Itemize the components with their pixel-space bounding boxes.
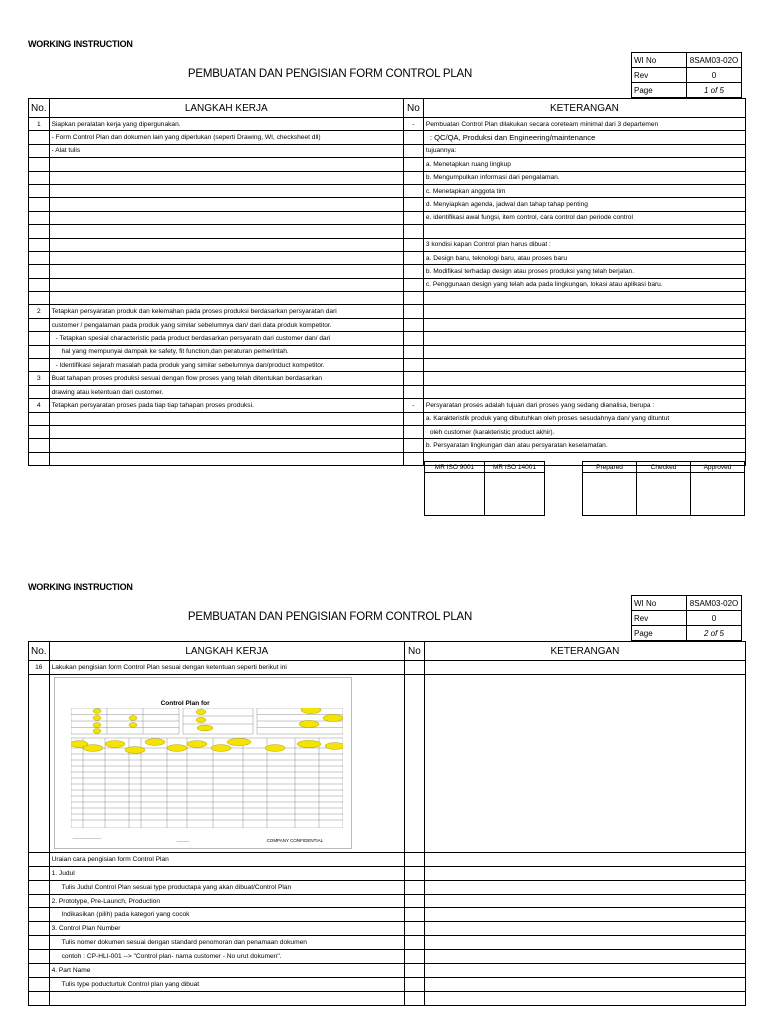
note-text	[424, 964, 745, 978]
table-row	[29, 292, 746, 305]
step-number	[29, 852, 50, 866]
meta-value: 1 of 5	[687, 83, 742, 98]
header-keterangan: KETERANGAN	[423, 99, 745, 118]
note-number	[404, 852, 424, 866]
step-number	[29, 211, 50, 224]
table-row	[29, 385, 746, 398]
note-number	[403, 359, 423, 372]
step-number	[29, 238, 50, 251]
step-number	[29, 674, 50, 852]
step-number	[29, 265, 50, 278]
table-row	[29, 305, 746, 318]
note-number	[403, 144, 423, 157]
step-number	[29, 318, 50, 331]
meta-key: Page	[632, 626, 687, 641]
note-text: d. Menyiapkan agenda, jadwal dan tahap tahap penting	[423, 198, 745, 211]
table-row	[29, 144, 746, 157]
step-number	[29, 866, 50, 880]
document-title: PEMBUATAN DAN PENGISIAN FORM CONTROL PLAN	[187, 68, 473, 80]
step-text: Tulis Judul Control Plan sesuai type productapa yang akan dibuat/Control Plan	[49, 880, 404, 894]
step-text: Tetapkan persyaratan proses pada tiap tiap tahapan proses produksi.	[49, 399, 403, 412]
note-text: Pembuatan Control Plan dilakukan secara coreteam minimal dari 3 departemen	[423, 118, 745, 131]
note-text: 3 kondisi kapan Control plan harus dibuat :	[423, 238, 745, 251]
note-text	[423, 359, 745, 372]
control-plan-form-sketch	[71, 708, 343, 828]
table-row	[29, 318, 746, 331]
note-text: b. Modifikasi terhadap design atau proses produksi yang telah berjalan.	[423, 265, 745, 278]
step-number	[29, 950, 50, 964]
note-text	[423, 345, 745, 358]
table-row	[29, 225, 746, 238]
note-text	[423, 318, 745, 331]
table-row	[29, 977, 746, 991]
step-text: Buat tahapan proses produksi sesuai dengan flow proses yang telah ditentukan berdasarkan	[49, 372, 403, 385]
iso-approval-table	[424, 461, 545, 516]
step-text: - Alat tulis	[49, 144, 403, 157]
step-number	[29, 880, 50, 894]
note-number	[404, 936, 424, 950]
header-no-2: No	[403, 99, 423, 118]
step-text: 4. Part Name	[49, 964, 404, 978]
table-row	[29, 158, 746, 171]
note-number	[403, 198, 423, 211]
note-number	[404, 950, 424, 964]
note-text: b. Mengumpulkan informasi dari pengalaman.	[423, 171, 745, 184]
step-text: Siapkan peralatan kerja yang dipergunakan.	[49, 118, 403, 131]
step-text: hal yang mempunyai dampak ke safety, fit function,dan peraturan pemerintah.	[49, 345, 403, 358]
note-text	[424, 852, 745, 866]
step-text	[49, 278, 403, 291]
note-text	[423, 372, 745, 385]
signature-table	[582, 461, 745, 516]
control-plan-form-thumbnail	[54, 677, 352, 849]
thumbnail-row	[29, 674, 746, 852]
note-text	[423, 332, 745, 345]
table-row	[29, 894, 746, 908]
approved-label: Approved	[691, 462, 745, 473]
step-number	[29, 908, 50, 922]
thumbnail-footnote: —————————	[72, 835, 102, 840]
header-langkah-kerja: LANGKAH KERJA	[49, 99, 403, 118]
note-text: a. Menetapkan ruang lingkup	[423, 158, 745, 171]
step-number	[29, 158, 50, 171]
table-row	[29, 880, 746, 894]
note-number: -	[403, 399, 423, 412]
note-number	[403, 158, 423, 171]
table-row	[29, 439, 746, 452]
note-text	[424, 950, 745, 964]
note-text	[424, 991, 745, 1005]
checked-label: Checked	[637, 462, 691, 473]
instruction-table	[28, 641, 746, 1006]
note-text	[424, 908, 745, 922]
note-text	[424, 674, 745, 852]
meta-key: WI No	[632, 596, 687, 611]
step-number	[29, 278, 50, 291]
control-plan-thumbnail-cell	[49, 674, 404, 852]
note-number	[403, 332, 423, 345]
step-text: - Identifikasi sejarah masalah pada produk yang similar sebelumnya dan/product kompetitor.	[49, 359, 403, 372]
table-row	[29, 359, 746, 372]
checked-box	[637, 473, 691, 516]
meta-value: 0	[687, 611, 742, 626]
note-text: Persyaratan proses adalah tujuan dari proses yang sedang dianalisa, berupa :	[423, 399, 745, 412]
step-text: 2. Prototype, Pre-Launch, Production	[49, 894, 404, 908]
meta-key: Page	[632, 83, 687, 98]
table-row	[29, 198, 746, 211]
note-text	[423, 385, 745, 398]
iso-9001-label: MR ISO 9001	[425, 462, 485, 473]
step-number	[29, 964, 50, 978]
step-number	[29, 991, 50, 1005]
note-number	[403, 131, 423, 144]
note-number	[403, 345, 423, 358]
note-number	[403, 385, 423, 398]
note-text	[424, 922, 745, 936]
table-row	[29, 372, 746, 385]
note-text: b. Persyaratan lingkungan dan atau persyaratan keselamatan.	[423, 439, 745, 452]
table-row	[29, 251, 746, 264]
table-row	[29, 399, 746, 412]
step-text	[49, 265, 403, 278]
step-number	[29, 171, 50, 184]
step-number	[29, 412, 50, 425]
note-number	[404, 922, 424, 936]
step-number	[29, 225, 50, 238]
table-row	[29, 118, 746, 131]
step-text	[49, 211, 403, 224]
step-text: contoh : CP-HLI-001 --> "Control plan- nama customer - No urut dokumen".	[49, 950, 404, 964]
iso-9001-box	[425, 473, 485, 516]
step-text: 3. Control Plan Number	[49, 922, 404, 936]
step-text	[49, 158, 403, 171]
note-number	[403, 439, 423, 452]
note-text	[423, 305, 745, 318]
step-number: 2	[29, 305, 50, 318]
step-text: 1. Judul	[49, 866, 404, 880]
table-row	[29, 171, 746, 184]
approved-box	[691, 473, 745, 516]
working-instruction-label: WORKING INSTRUCTION	[28, 582, 133, 592]
step-text: drawing atau ketentuan dari customer.	[49, 385, 403, 398]
step-number: 3	[29, 372, 50, 385]
step-text	[49, 225, 403, 238]
step-number	[29, 198, 50, 211]
step-number	[29, 977, 50, 991]
note-text: c. Penggunaan design yang telah ada pada lingkungan, lokasi atau aplikasi baru.	[423, 278, 745, 291]
meta-value: 2 of 5	[687, 626, 742, 641]
note-text	[424, 880, 745, 894]
prepared-box	[583, 473, 637, 516]
note-number	[403, 171, 423, 184]
step-number	[29, 359, 50, 372]
step-text	[49, 238, 403, 251]
note-number	[403, 265, 423, 278]
table-row	[29, 265, 746, 278]
note-text: tujuannya:	[423, 144, 745, 157]
note-number	[404, 964, 424, 978]
note-text: a. Karakteristik produk yang dibutuhkan oleh proses sesudahnya dan/ yang dituntut	[423, 412, 745, 425]
thumbnail-form-number: ————	[176, 838, 190, 843]
header-no: No.	[29, 642, 50, 661]
meta-value: 0	[687, 68, 742, 83]
table-row	[29, 238, 746, 251]
step-text: customer / pengalaman pada produk yang similar sebelumnya dan/ dari data produk kompetitor.	[49, 318, 403, 331]
document-title: PEMBUATAN DAN PENGISIAN FORM CONTROL PLAN	[187, 611, 473, 623]
note-text: : QC/QA, Produksi dan Engineering/maintenance	[423, 131, 745, 144]
table-row	[29, 345, 746, 358]
step-number	[29, 385, 50, 398]
note-number	[403, 292, 423, 305]
step-number: 4	[29, 399, 50, 412]
table-row	[29, 131, 746, 144]
step-text	[49, 991, 404, 1005]
note-number	[403, 251, 423, 264]
step-text: Tetapkan persyaratan produk dan kelemahan pada proses produksi berdasarkan persyaratan dari	[49, 305, 403, 318]
step-text: - Form Control Plan dan dokumen lain yang diperlukan (seperti Drawing, WI, checksheet dll)	[49, 131, 403, 144]
note-text	[424, 977, 745, 991]
step-text	[49, 198, 403, 211]
table-row	[29, 184, 746, 197]
working-instruction-label: WORKING INSTRUCTION	[28, 39, 133, 49]
note-text	[424, 936, 745, 950]
note-number	[403, 425, 423, 438]
note-text	[424, 894, 745, 908]
step-number	[29, 936, 50, 950]
step-text	[49, 171, 403, 184]
step-number: 1	[29, 118, 50, 131]
step-number	[29, 922, 50, 936]
note-text	[424, 661, 745, 675]
step-number	[29, 345, 50, 358]
note-number	[403, 452, 423, 465]
instruction-table	[28, 98, 746, 466]
step-text	[49, 292, 403, 305]
meta-key: Rev	[632, 611, 687, 626]
table-row	[29, 661, 746, 675]
step-text: Tulis type poducturtuk Control plan yang dibuat	[49, 977, 404, 991]
table-row	[29, 936, 746, 950]
note-number	[404, 894, 424, 908]
step-text	[49, 452, 403, 465]
note-text: e. identifikasi awal fungsi, item control, cara control dan periode control	[423, 211, 745, 224]
note-text: oleh customer (karakteristic product akhir).	[423, 425, 745, 438]
step-text	[49, 425, 403, 438]
step-number: 16	[29, 661, 50, 675]
header-no: No.	[29, 99, 50, 118]
meta-value: 8SAM03-02O	[687, 596, 742, 611]
note-number	[403, 305, 423, 318]
table-row	[29, 991, 746, 1005]
table-row	[29, 922, 746, 936]
step-text	[49, 412, 403, 425]
step-number	[29, 439, 50, 452]
step-number	[29, 452, 50, 465]
thumbnail-title: Control Plan for	[160, 699, 210, 707]
note-number	[403, 238, 423, 251]
table-row	[29, 211, 746, 224]
table-row	[29, 964, 746, 978]
header-langkah-kerja: LANGKAH KERJA	[49, 642, 404, 661]
step-text: Indikasikan (pilih) pada kategori yang cocok	[49, 908, 404, 922]
table-row	[29, 278, 746, 291]
note-text	[423, 225, 745, 238]
step-number	[29, 425, 50, 438]
step-text: Tulis nomer dokumen sesuai dengan standard penomoran dan penamaan dokumen	[49, 936, 404, 950]
note-number	[404, 674, 424, 852]
meta-key: WI No	[632, 53, 687, 68]
document-meta-table	[631, 595, 742, 641]
note-number	[403, 225, 423, 238]
step-text: - Tetapkan spesial characteristic pada product berdasarkan persyaratn dari customer dan/ dari	[49, 332, 403, 345]
table-row	[29, 852, 746, 866]
note-number: -	[403, 118, 423, 131]
note-number	[403, 318, 423, 331]
note-text	[424, 866, 745, 880]
note-number	[403, 184, 423, 197]
document-meta-table	[631, 52, 742, 98]
step-number	[29, 894, 50, 908]
note-number	[404, 977, 424, 991]
table-row	[29, 425, 746, 438]
step-number	[29, 144, 50, 157]
step-number	[29, 332, 50, 345]
step-number	[29, 184, 50, 197]
note-number	[403, 211, 423, 224]
step-text: Lakukan pengisian form Control Plan sesuai dengan ketentuan seperti berikut ini	[49, 661, 404, 675]
note-text: a. Design baru, teknologi baru, atau proses baru	[423, 251, 745, 264]
step-text	[49, 439, 403, 452]
meta-value: 8SAM03-02O	[687, 53, 742, 68]
step-number	[29, 251, 50, 264]
table-row	[29, 866, 746, 880]
iso-14001-box	[485, 473, 545, 516]
note-number	[403, 278, 423, 291]
note-number	[404, 866, 424, 880]
table-row	[29, 412, 746, 425]
note-number	[404, 991, 424, 1005]
step-text: Uraian cara pengisian form Control Plan	[49, 852, 404, 866]
header-keterangan: KETERANGAN	[424, 642, 745, 661]
header-no-2: No	[404, 642, 424, 661]
meta-key: Rev	[632, 68, 687, 83]
thumbnail-footer: COMPANY CONFIDENTIAL	[266, 837, 324, 843]
step-number	[29, 131, 50, 144]
note-number	[403, 412, 423, 425]
note-number	[404, 880, 424, 894]
note-number	[404, 908, 424, 922]
note-text: c. Menetapkan anggota tim	[423, 184, 745, 197]
note-number	[403, 372, 423, 385]
table-row	[29, 332, 746, 345]
prepared-label: Prepared	[583, 462, 637, 473]
step-text	[49, 184, 403, 197]
step-number	[29, 292, 50, 305]
iso-14001-label: MR ISO 14001	[485, 462, 545, 473]
note-number	[404, 661, 424, 675]
note-text	[423, 292, 745, 305]
step-text	[49, 251, 403, 264]
table-row	[29, 950, 746, 964]
table-row	[29, 908, 746, 922]
